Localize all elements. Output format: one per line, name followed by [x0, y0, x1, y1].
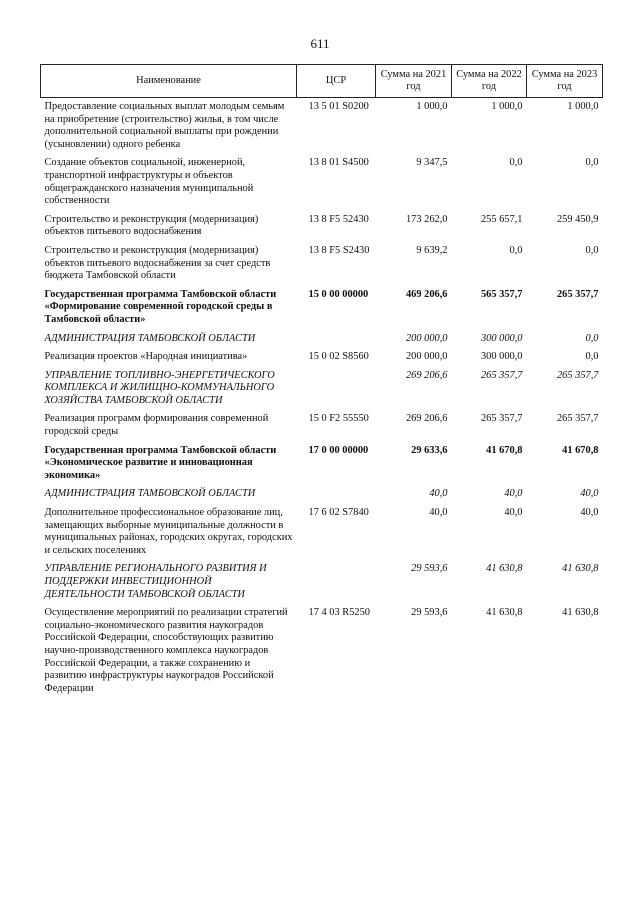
row-sum-2021: 269 206,6: [405, 413, 448, 425]
row-csr: 13 8 F5 S2430: [308, 244, 370, 256]
row-sum-2021: 1 000,0: [416, 101, 448, 112]
row-sum-2022: 1 000,0: [491, 101, 523, 112]
row-name: Строительство и реконструкция (модернизация) объектов питьевого водоснабжения: [44, 213, 259, 238]
row-name: Дополнительное профессиональное образование лиц, замещающих выборные муниципальные должности в муниципальных районах, городских округах, городских и сельских поселениях: [44, 507, 293, 556]
table-row: [41, 98, 603, 158]
row-sum-2022: 265 357,7: [480, 413, 523, 425]
row-name: Государственная программа Тамбовской области «Экономическое развитие и инновационная экономика»: [44, 444, 277, 481]
header-csr: ЦСР: [297, 65, 376, 98]
row-sum-2021: 200 000,0: [405, 351, 448, 363]
row-sum-2022: 265 357,7: [480, 369, 523, 381]
row-csr: [297, 563, 376, 607]
row-csr: [297, 333, 376, 352]
table-row: [41, 507, 603, 563]
budget-table: [40, 64, 603, 701]
department-row: [41, 563, 603, 607]
row-sum-2021: 29 593,6: [411, 563, 448, 575]
row-sum-2022: 40,0: [504, 488, 523, 500]
row-sum-2022: 41 670,8: [486, 444, 523, 456]
row-sum-2023: 0,0: [585, 244, 599, 256]
row-sum-2022: 255 657,1: [480, 213, 523, 225]
row-sum-2021: 469 206,6: [405, 288, 448, 300]
row-csr: 17 4 03 R5250: [308, 607, 370, 619]
department-row: [41, 333, 603, 352]
row-sum-2023: 1 000,0: [567, 101, 599, 112]
row-csr: 15 0 00 00000: [308, 288, 369, 300]
row-sum-2023: 265 357,7: [556, 413, 599, 425]
row-sum-2023: 0,0: [585, 351, 599, 363]
row-name: Строительство и реконструкция (модернизация) объектов питьевого водоснабжения за счет средств бюджета Тамбовской области: [44, 244, 271, 282]
row-sum-2021: 269 206,6: [405, 369, 448, 381]
row-sum-2022: 0,0: [509, 244, 523, 256]
row-name: Реализация программ формирования современной городской среды: [44, 413, 269, 438]
row-sum-2023: 265 357,7: [556, 369, 599, 381]
row-sum-2021: 173 262,0: [405, 213, 448, 225]
department-row: [41, 488, 603, 507]
header-name: Наименование: [41, 65, 297, 98]
header-sum-2022: Сумма на 2022 год: [452, 65, 527, 98]
row-name: Государственная программа Тамбовской области «Формирование современной городской среды в Тамбовской области»: [44, 288, 277, 325]
row-csr: 17 6 02 S7840: [308, 507, 369, 519]
row-csr: 13 8 F5 52430: [308, 213, 369, 225]
row-name: Создание объектов социальной, инженерной, транспортной инфраструктуры и объектов общегражданского назначения муниципальной собственности: [44, 157, 254, 207]
row-sum-2021: 29 593,6: [411, 607, 448, 619]
program-row: [41, 289, 603, 333]
row-csr: [297, 488, 376, 507]
row-sum-2021: 9 347,5: [416, 157, 448, 169]
row-sum-2023: 40,0: [580, 488, 599, 500]
row-csr: 15 0 02 S8560: [308, 351, 369, 363]
table-row: [41, 157, 603, 213]
table-row: [41, 351, 603, 370]
row-sum-2021: 29 633,6: [411, 444, 448, 456]
row-sum-2021: 200 000,0: [405, 332, 448, 344]
table-row: [41, 245, 603, 289]
row-csr: 15 0 F2 55550: [308, 413, 369, 425]
row-csr: 13 8 01 S4500: [308, 157, 369, 169]
table-header-row: [41, 65, 603, 98]
row-sum-2023: 41 630,8: [562, 563, 599, 575]
row-sum-2022: 41 630,8: [486, 607, 523, 619]
row-sum-2022: 0,0: [509, 157, 523, 169]
program-row: [41, 445, 603, 489]
row-sum-2022: 300 000,0: [480, 332, 523, 344]
row-sum-2023: 41 670,8: [562, 444, 599, 456]
table-row: [41, 214, 603, 245]
row-sum-2023: 41 630,8: [562, 607, 599, 619]
row-sum-2022: 40,0: [504, 507, 523, 519]
row-csr: 13 5 01 S0200: [308, 101, 369, 112]
row-name: АДМИНИСТРАЦИЯ ТАМБОВСКОЙ ОБЛАСТИ: [44, 488, 256, 500]
page-number: 611: [310, 36, 330, 51]
row-sum-2023: 0,0: [585, 157, 599, 169]
row-name: АДМИНИСТРАЦИЯ ТАМБОВСКОЙ ОБЛАСТИ: [44, 332, 256, 344]
row-sum-2023: 0,0: [585, 332, 599, 344]
row-csr: 17 0 00 00000: [308, 444, 369, 456]
row-name: Осуществление мероприятий по реализации стратегий социально-экономического развития наукоградов Российской Федерации, способствующих развитию научно-производственного комплекса наукоградов Российской Федерации, а также сохранению и развитию инфраструктуры наукоградов Российской Федерации: [44, 607, 288, 694]
row-name: УПРАВЛЕНИЕ РЕГИОНАЛЬНОГО РАЗВИТИЯ И ПОДДЕРЖКИ ИНВЕСТИЦИОННОЙ ДЕЯТЕЛЬНОСТИ ТАМБОВСКОЙ ОБЛАСТИ: [44, 563, 267, 600]
header-sum-2023: Сумма на 2023 год: [527, 65, 603, 98]
row-name: УПРАВЛЕНИЕ ТОПЛИВНО-ЭНЕРГЕТИЧЕСКОГО КОМПЛЕКСА И ЖИЛИЩНО-КОММУНАЛЬНОГО ХОЗЯЙСТВА ТАМБОВСКОЙ ОБЛАСТИ: [44, 369, 275, 406]
department-row: [41, 370, 603, 414]
row-sum-2023: 259 450,9: [556, 213, 599, 225]
row-sum-2022: 300 000,0: [480, 351, 523, 363]
row-sum-2023: 40,0: [580, 507, 599, 519]
row-sum-2021: 40,0: [429, 488, 448, 500]
row-sum-2022: 565 357,7: [480, 288, 523, 300]
table-row: [41, 413, 603, 444]
row-sum-2021: 40,0: [429, 507, 448, 519]
header-sum-2021: Сумма на 2021 год: [376, 65, 452, 98]
row-sum-2022: 41 630,8: [486, 563, 523, 575]
row-name: Реализация проектов «Народная инициатива»: [44, 351, 248, 363]
row-csr: [297, 370, 376, 414]
row-name: Предоставление социальных выплат молодым семьям на приобретение (строительство) жилья, в том числе дополнительной социальной выплаты при рождении (усыновлении) одного ребенка: [44, 101, 285, 150]
table-row: [41, 607, 603, 701]
row-sum-2023: 265 357,7: [556, 288, 599, 300]
row-sum-2021: 9 639,2: [416, 244, 448, 256]
